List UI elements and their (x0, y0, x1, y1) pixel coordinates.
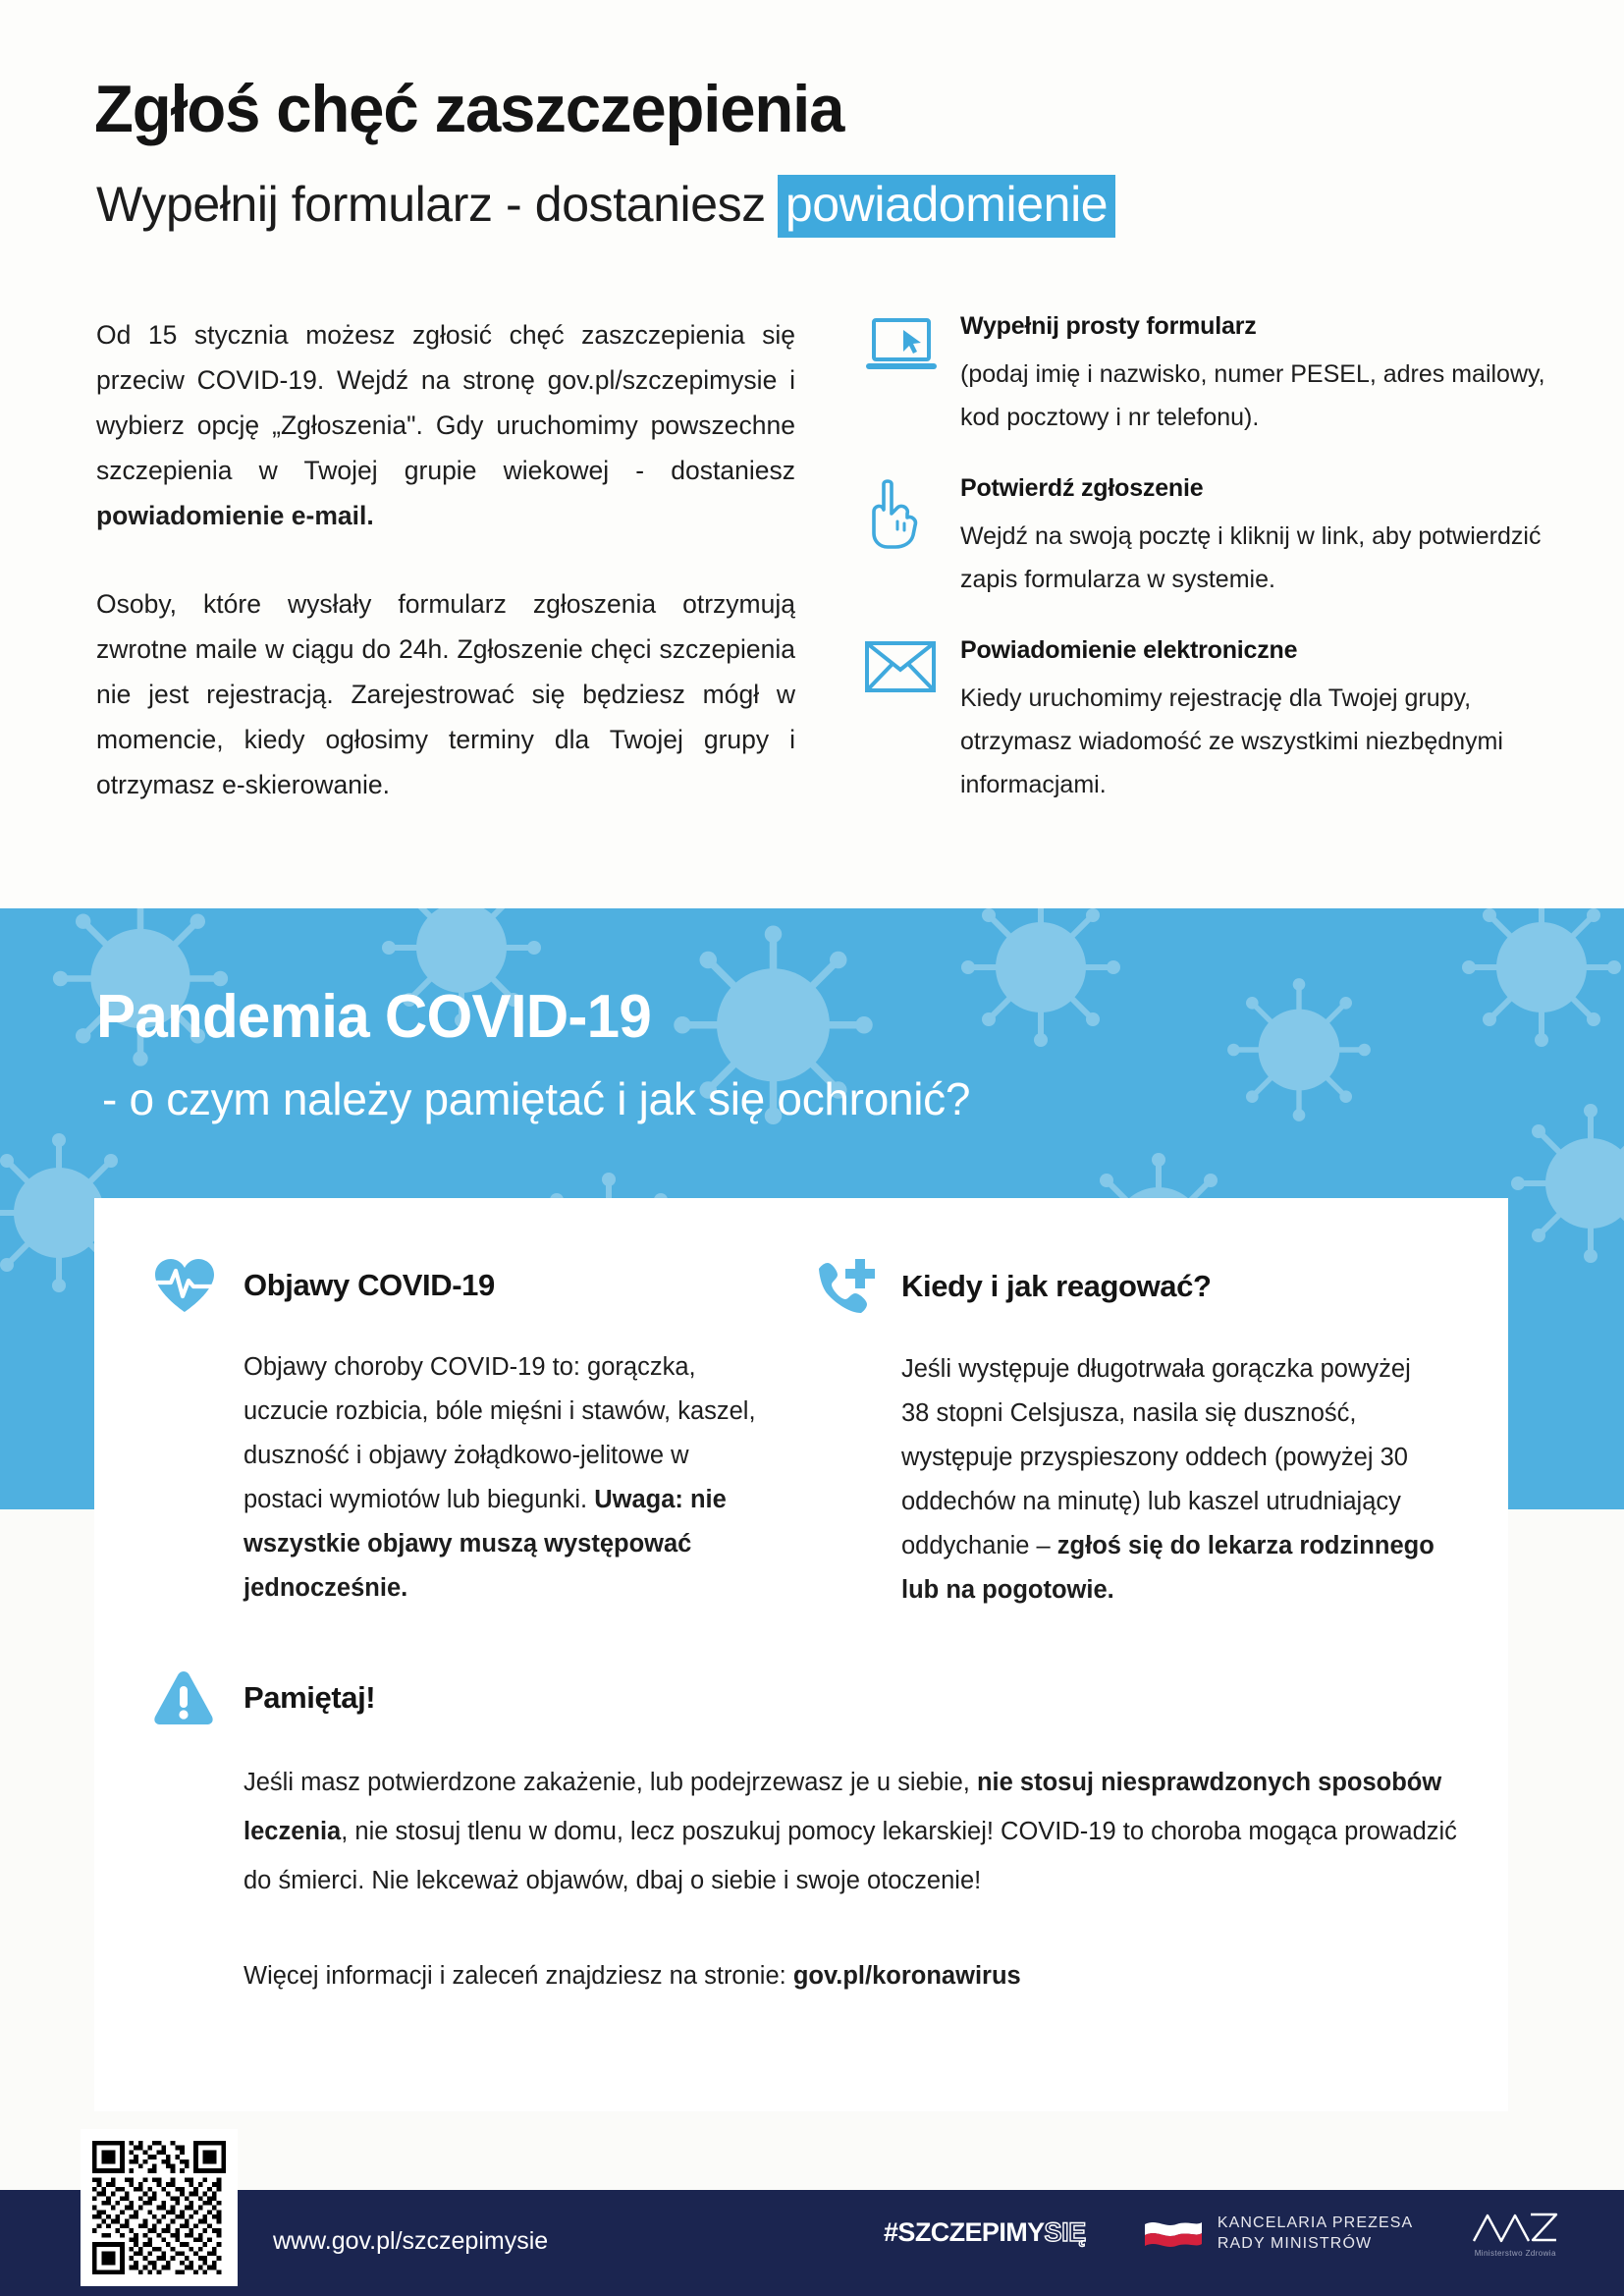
kprm-text (1218, 2213, 1413, 2254)
intro-p1-plain: Od 15 stycznia możesz zgłosić chęć zaszczepienia się przeciw COVID-19. Wejdź na stronę gov.pl/szczepimysie i wybierz opcję „Zgłoszenia". Gdy uruchomimy powszechne szczepienia w Twojej grupie wiekowej - dostaniesz (96, 320, 795, 485)
react-body-plain: Jeśli występuje długotrwała gorączka powyżej 38 stopni Celsjusza, nasila się duszność, występuje przyspieszony oddech (powyżej 30 oddechów na minutę) lub kaszel utrudniający oddychanie – (901, 1355, 1411, 1559)
mz-mark-icon (1470, 2208, 1560, 2247)
remember-title: Pamiętaj! (244, 1680, 376, 1715)
step-body: Kiedy uruchomimy rejestrację dla Twojej grupy, otrzymasz wiadomość ze wszystkimi niezbędnymi informacjami. (960, 684, 1503, 798)
step-item (864, 312, 1551, 439)
more-info-url[interactable]: gov.pl/koronawirus (792, 1962, 1021, 1990)
step-text-block (948, 474, 1551, 601)
react-body-bold: zgłoś się do lekarza rodzinnego lub na pogotowie. (901, 1532, 1435, 1604)
info-card (94, 1198, 1508, 2111)
step-title: Powiadomienie elektroniczne (960, 636, 1298, 664)
more-info-line (153, 1962, 1469, 1991)
step-text-block (948, 312, 1551, 439)
step-item (864, 474, 1551, 601)
intro-paragraph-2: Osoby, które wysłały formularz zgłoszenia otrzymują zwrotne maile w ciągu do 24h. Zgłoszenie chęci szczepienia nie jest rejestracją. Zarejestrować się będziesz mógł w momencie, kiedy ogłosimy terminy dla Twojej grupy i otrzymasz e-skierowanie. (96, 589, 795, 799)
symptoms-body-bold: Uwaga: nie wszystkie objawy muszą występować jednocześnie. (244, 1486, 727, 1602)
banner-title: Pandemia COVID-19 (96, 983, 652, 1051)
subtitle-highlight-text: powiadomienie (778, 175, 1115, 238)
step-item (864, 636, 1551, 806)
symptoms-body-plain: Objawy choroby COVID-19 to: gorączka, uczucie rozbicia, bóle mięśni i stawów, kaszel, duszność i objawy żołądkowo-jelitowe w postaci wymiotów lub biegunki. (244, 1353, 756, 1513)
top-section (0, 0, 1624, 908)
subtitle-plain-text: Wypełnij formularz - dostaniesz (96, 177, 766, 232)
laptop-cursor-icon (864, 312, 948, 382)
more-info-plain: Więcej informacji i zaleceń znajdziesz na stronie: (244, 1962, 793, 1990)
step-body: Wejdź na swoją pocztę i kliknij w link, aby potwierdzić zapis formularza w systemie. (960, 522, 1542, 593)
react-title: Kiedy i jak reagować? (901, 1269, 1212, 1303)
mz-caption: Ministerstwo Zdrowia (1474, 2249, 1556, 2258)
envelope-icon (864, 636, 948, 698)
step-body: (podaj imię i nazwisko, numer PESEL, adres mailowy, kod pocztowy i nr telefonu). (960, 360, 1545, 431)
remember-body (153, 1758, 1469, 1905)
footer-logos (884, 2208, 1560, 2258)
step-title: Wypełnij prosty formularz (960, 312, 1257, 340)
remember-seg-3: , nie stosuj tlenu w domu, lecz poszukuj pomocy lekarskiej! COVID-19 to choroba mogąca prowadzić do śmierci. Nie lekceważ objawów, dbaj o siebie i swoje otoczenie! (244, 1818, 1457, 1894)
intro-text-column (96, 312, 795, 807)
symptoms-heading (153, 1257, 762, 1314)
footer-url[interactable]: www.gov.pl/szczepimysie (273, 2227, 549, 2255)
kprm-logo (1143, 2213, 1413, 2254)
szczepimysie-hashtag-logo (884, 2217, 1086, 2248)
steps-list (864, 312, 1551, 842)
remember-seg-1: Jeśli masz potwierdzone zakażenie, lub podejrzewasz je u siebie, (244, 1769, 977, 1796)
phone-medical-cross-icon (811, 1257, 901, 1316)
symptoms-title: Objawy COVID-19 (244, 1268, 495, 1302)
react-heading (811, 1257, 1439, 1316)
symptoms-body (153, 1345, 762, 1611)
banner-subtitle: - o czym należy pamiętać i jak się ochronić? (102, 1073, 971, 1124)
hashtag-solid-part: #SZCZEPIMY (884, 2217, 1045, 2247)
warning-triangle-icon (153, 1669, 244, 1726)
intro-paragraph-1 (96, 312, 795, 538)
remember-block (153, 1669, 1469, 1991)
page-title: Zgłoś chęć zaszczepienia (94, 72, 844, 146)
pointing-hand-icon (864, 474, 948, 556)
remember-seg-2-bold: nie stosuj niesprawdzonych sposobów leczenia (244, 1769, 1442, 1845)
remember-heading (153, 1669, 1469, 1726)
symptoms-block (153, 1257, 762, 1611)
step-title: Potwierdź zgłoszenie (960, 474, 1204, 502)
page-subtitle (96, 175, 1115, 238)
ministry-of-health-logo (1470, 2208, 1560, 2258)
heart-pulse-icon (153, 1257, 244, 1314)
kprm-line-1: KANCELARIA PREZESA (1217, 2214, 1414, 2231)
hashtag-outline-part: SIĘ (1044, 2217, 1086, 2247)
qr-code-image (92, 2141, 226, 2274)
react-body (811, 1347, 1439, 1613)
polish-flag-icon (1143, 2216, 1204, 2250)
step-text-block (948, 636, 1551, 806)
qr-code[interactable] (81, 2129, 238, 2286)
intro-p1-bold: powiadomienie e-mail. (96, 501, 374, 530)
react-block (811, 1257, 1439, 1613)
kprm-line-2: RADY MINISTRÓW (1217, 2234, 1373, 2252)
